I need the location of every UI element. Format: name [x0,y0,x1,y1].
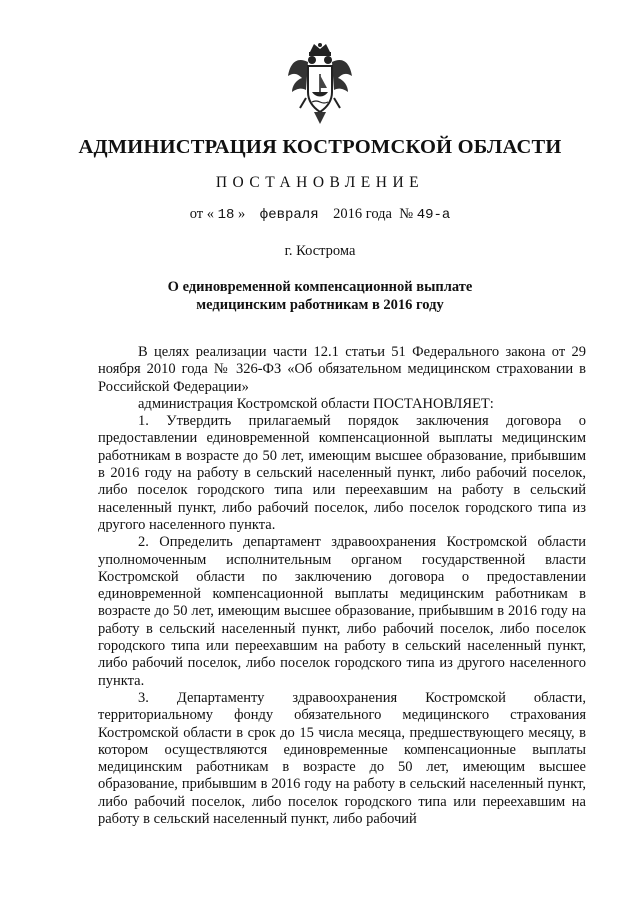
item-2-paragraph: 2. Определить департамент здравоохранения Костромской области уполномоченным исполнительным органом государственной власти Костромской области по заключению договора о предоставлении единовременной компенсационной выплаты медицинским работникам в возрасте до 50 лет, имеющим высшее образование, прибывшим в 2016 году на работу в сельский населенный пункт, либо рабочий поселок, либо поселок городского типа или переехавшим на работу в сельский населенный пункт, либо рабочий поселок, либо поселок городского типа из другого населенного пункта. [98,534,586,689]
item-1-paragraph: 1. Утвердить прилагаемый порядок заключения договора о предоставлении единовременной компенсационной выплаты медицинским работникам в возрасте до 50 лет, имеющим высшее образование, прибывшим в 2016 году на работу в сельский населенный пункт, либо рабочий поселок, либо поселок городского типа или переехавшим на работу в сельский населенный пункт, либо рабочий поселок, либо поселок городского типа из другого населенного пункта. [98,413,586,533]
date-month: февраля [259,207,319,223]
document-subject [0,278,640,314]
document-body [98,344,586,828]
preamble-paragraph: В целях реализации части 12.1 статьи 51 Федерального закона от 29 ноября 2010 года № 326-ФЗ «Об обязательном медицинском страховании в Российской Федерации» [98,344,586,395]
date-quote-close: » [238,206,246,222]
document-city: г. Кострома [284,243,356,259]
document-type: ПОСТАНОВЛЕНИЕ [215,174,425,191]
organization-title: АДМИНИСТРАЦИЯ КОСТРОМСКОЙ ОБЛАСТИ [78,136,562,158]
document-number: 49-а [416,207,451,223]
item-3-paragraph: 3. Департаменту здравоохранения Костромской области, территориальному фонду обязательного медицинского страхования Костромской области в срок до 15 числа месяца, предшествующего месяцу, в котором осуществляются единовременные компенсационные выплаты медицинским работникам в возрасте до 50 лет, имеющим высшее образование, прибывшим в 2016 году на работу в сельский населенный пункт, либо рабочий поселок, либо поселок городского типа или переехавшим на работу в сельский населенный пункт, либо рабочий [98,689,586,828]
date-day: 18 [217,207,235,223]
subject-line-2: медицинским работникам в 2016 году [196,297,444,313]
date-year: 2016 года [333,206,392,222]
document-date-line [0,206,640,223]
subject-line-1: О единовременной компенсационной выплате [167,279,473,295]
date-prefix: от « [189,206,214,222]
number-sign: № [399,206,414,222]
coat-of-arms-emblem-icon [286,42,354,126]
resolution-paragraph: администрация Костромской области ПОСТАНОВЛЯЕТ: [138,395,494,412]
